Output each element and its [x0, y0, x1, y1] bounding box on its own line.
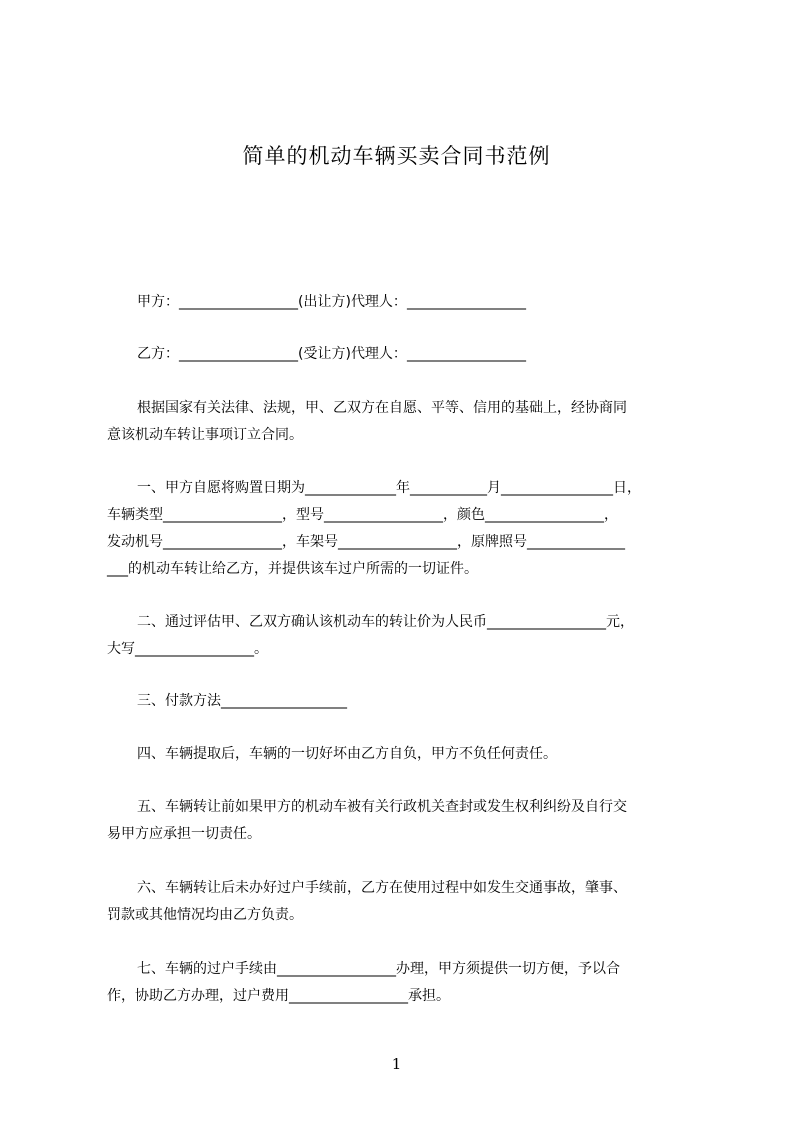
party-b-blank: _________________: [179, 346, 298, 362]
clause-6-line-1: 六、车辆转让后未办好过户手续前，乙方在使用过程中如发生交通事故，肇事、: [137, 880, 627, 896]
clause-6-line-2: 罚款或其他情况均由乙方负责。: [107, 907, 303, 923]
clause-1-line-1: 一、甲方自愿将购置日期为_____________年___________月________________日，: [137, 480, 641, 496]
clause-2-line-2: 大写_________________。: [107, 641, 268, 657]
party-a-line: [137, 292, 526, 312]
party-a-blank: _________________: [179, 294, 298, 310]
clause-1-line-2: 车辆类型_________________，型号_________________，颜色_________________，: [107, 507, 618, 523]
party-b-label: 乙方：: [137, 346, 179, 362]
preamble-line-2: 意该机动车转让事项订立合同。: [107, 427, 303, 443]
clause-7-line-2: 作，协助乙方办理，过户费用_________________承担。: [107, 988, 450, 1004]
document-title: 简单的机动车辆买卖合同书范例: [242, 144, 551, 168]
preamble-line-1: 根据国家有关法律、法规，甲、乙双方在自愿、平等、信用的基础上，经协商同: [137, 400, 627, 416]
clause-5-line-2: 易甲方应承担一切责任。: [107, 826, 261, 842]
clause-2-line-1: 二、通过评估甲、乙双方确认该机动车的转让价为人民币_________________元，: [137, 614, 634, 630]
page-number: 1: [391, 1055, 402, 1073]
party-a-role: (出让方): [298, 294, 351, 310]
party-b-agent-blank: _________________: [406, 346, 526, 362]
clause-1-line-3: 发动机号_________________，车架号_________________，原牌照号______________: [107, 534, 625, 550]
clause-4-line-1: 四、车辆提取后，车辆的一切好坏由乙方自负，甲方不负任何责任。: [137, 746, 557, 762]
party-b-line: [137, 344, 526, 364]
clause-1-line-4: ___的机动车转让给乙方，并提供该车过户所需的一切证件。: [107, 561, 478, 577]
party-a-agent-blank: _________________: [406, 294, 526, 310]
party-a-label: 甲方：: [137, 294, 179, 310]
clause-7-line-1: 七、车辆的过户手续由_________________办理，甲方须提供一切方便，予以合: [137, 961, 620, 977]
party-b-agent-label: 代理人：: [350, 346, 407, 362]
party-a-agent-label: 代理人：: [350, 294, 407, 310]
clause-3-line-1: 三、付款方法__________________: [137, 693, 347, 709]
clause-5-line-1: 五、车辆转让前如果甲方的机动车被有关行政机关查封或发生权利纠纷及自行交: [137, 799, 627, 815]
party-b-role: (受让方): [298, 346, 351, 362]
